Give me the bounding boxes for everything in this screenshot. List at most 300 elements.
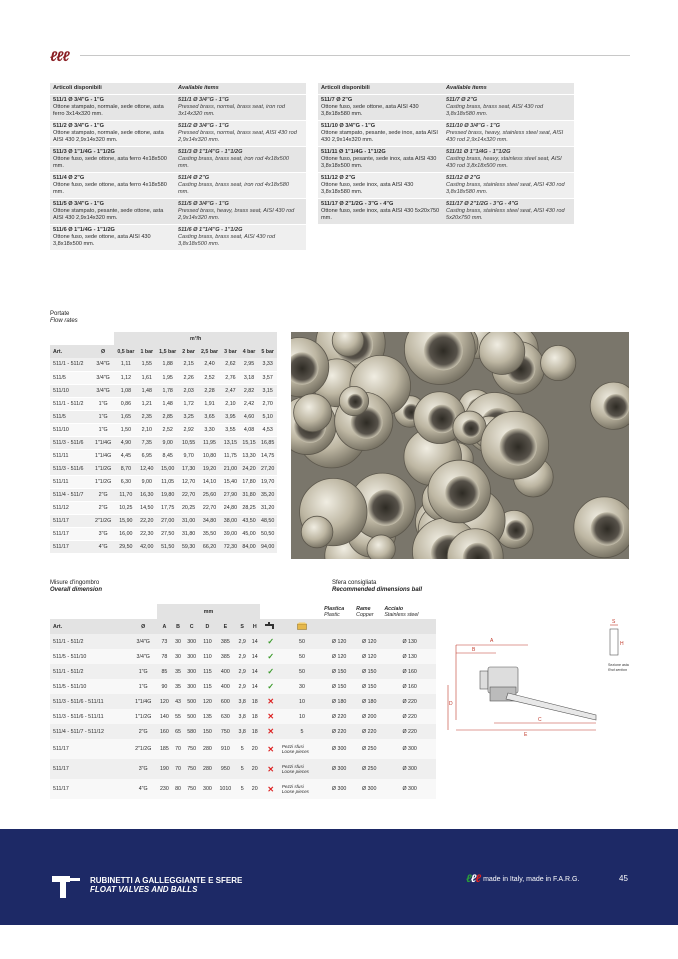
item-it: [321, 123, 446, 144]
table-cell: 2,10: [137, 423, 156, 436]
available-item: [318, 121, 574, 146]
dim-cell: 400: [215, 664, 235, 679]
mat-steel: Acciaio Stainless steel: [383, 604, 436, 619]
sphere-cell: Ø 200: [355, 709, 383, 724]
table-row: [50, 371, 277, 384]
item-code: 511/11 Ø 1"1/4G - 1"1/2G: [446, 149, 511, 155]
table-cell: 511/17: [50, 527, 92, 540]
item-desc: Casting brass, stainless steel seat, AISI 430 rod 5x20x750 mm.: [446, 208, 565, 221]
sphere-cell: Ø 130: [383, 649, 436, 664]
art-cell: 511/17: [50, 779, 130, 799]
table-cell: 1,91: [198, 397, 221, 410]
item-en: [446, 201, 571, 222]
table-cell: 19,20: [198, 462, 221, 475]
table-cell: 2,62: [221, 358, 240, 371]
available-header: [318, 83, 574, 94]
table-row: [50, 397, 277, 410]
table-cell: 6,95: [137, 449, 156, 462]
dim-cell: 280: [200, 759, 216, 779]
item-desc: Casting brass, brass seat, iron rod 4x18x500 mm.: [178, 156, 290, 169]
col-sphere-spacer: [383, 619, 436, 634]
table-cell: 19,70: [258, 475, 277, 488]
item-it: [53, 227, 178, 248]
loose-it: Pezzi sfusi: [281, 784, 304, 789]
table-cell: 3,33: [258, 358, 277, 371]
table-cell: 1,12: [114, 371, 137, 384]
col-pressure: 3 bar: [221, 345, 240, 358]
qty-cell: 5: [281, 724, 323, 739]
col-dim: S: [235, 619, 249, 634]
dims-spacer: [50, 604, 157, 619]
table-row: [50, 679, 436, 694]
table-cell: 20,25: [179, 501, 198, 514]
dim-cell: 750: [184, 759, 200, 779]
item-en: [446, 175, 571, 196]
table-cell: 17,30: [179, 462, 198, 475]
art-cell: 511/17: [50, 739, 130, 759]
dim-cell: 300: [184, 649, 200, 664]
table-cell: 3,18: [240, 371, 259, 384]
col-pressure: 5 bar: [258, 345, 277, 358]
sphere-cell: Ø 300: [383, 739, 436, 759]
item-en: [446, 149, 571, 170]
dim-cell: 950: [215, 759, 235, 779]
cross-mark: ✕: [267, 764, 275, 774]
table-row: [50, 514, 277, 527]
table-cell: 2,28: [198, 384, 221, 397]
item-code: 511/12 Ø 2"G: [321, 175, 356, 181]
check-mark: ✓: [267, 652, 275, 661]
dim-cell: 18: [249, 694, 260, 709]
header-en: Available items: [446, 85, 487, 91]
dim-cell: 385: [215, 634, 235, 649]
item-en: [178, 123, 303, 144]
sphere-cell: Ø 300: [323, 759, 355, 779]
table-cell: 4,45: [114, 449, 137, 462]
col-faucet: [260, 619, 280, 634]
item-code: 511/5 Ø 3/4"G - 1"G: [53, 201, 105, 207]
table-cell: 59,30: [179, 540, 198, 553]
brand-logo-small: ℓℓℓ: [466, 873, 481, 885]
table-cell: 1"1/4G: [92, 449, 114, 462]
item-code: 511/1 Ø 3/4"G - 1"G: [178, 97, 229, 103]
dim-cell: 20: [249, 779, 260, 799]
dim-cell: 190: [157, 759, 173, 779]
qty-cell: 50: [281, 634, 323, 649]
dims-spacer: [260, 604, 323, 619]
table-cell: 8,45: [156, 449, 179, 462]
table-cell: 2,52: [156, 423, 179, 436]
loose-en: Loose pieces: [281, 789, 309, 794]
qty-cell: 10: [281, 694, 323, 709]
table-cell: 3,57: [258, 371, 277, 384]
col-dia: Ø: [130, 619, 157, 634]
col-dim: H: [249, 619, 260, 634]
col-dim: C: [184, 619, 200, 634]
dim-cell: 5: [235, 759, 249, 779]
table-cell: 66,20: [198, 540, 221, 553]
flow-spacer: [50, 332, 114, 345]
table-cell: 4,08: [240, 423, 259, 436]
dim-cell: 600: [215, 694, 235, 709]
table-cell: 511/10: [50, 423, 92, 436]
item-code: 511/6 Ø 1"1/4G - 1"1/2G: [53, 227, 115, 233]
table-cell: 14,50: [137, 501, 156, 514]
item-code: 511/3 Ø 1"1/4G - 1"1/2G: [53, 149, 115, 155]
dim-cell: 78: [157, 649, 173, 664]
sphere-cell: Ø 150: [355, 664, 383, 679]
mat-plastic: Plastica Plastic: [323, 604, 355, 619]
qty-cell: 30: [281, 679, 323, 694]
item-en: [446, 97, 571, 118]
fitting-opening: [424, 332, 463, 370]
table-cell: 27,50: [156, 527, 179, 540]
table-cell: 10,55: [179, 436, 198, 449]
dim-cell: 14: [249, 679, 260, 694]
table-row: [50, 540, 277, 553]
table-cell: 1,55: [137, 358, 156, 371]
table-cell: 2,70: [258, 397, 277, 410]
item-desc: Ottone stampato, pesante, sede ottone, asta AISI 430 2,9x14x320 mm.: [53, 208, 164, 221]
table-cell: 4,53: [258, 423, 277, 436]
table-cell: 2,47: [221, 384, 240, 397]
dim-cell: 2,9: [235, 679, 249, 694]
art-cell: 511/17: [50, 759, 130, 779]
col-dim: E: [215, 619, 235, 634]
table-cell: 3,30: [198, 423, 221, 436]
table-cell: 1,72: [179, 397, 198, 410]
dia-cell: 3/4"G: [130, 649, 157, 664]
col-pressure: 4 bar: [240, 345, 259, 358]
table-cell: 38,00: [221, 514, 240, 527]
col-art: Art.: [50, 345, 92, 358]
dim-cell: 65: [172, 724, 183, 739]
fitting-opening: [347, 394, 363, 410]
header-it: Articoli disponibili: [321, 85, 370, 91]
table-cell: 16,30: [137, 488, 156, 501]
table-row: [50, 634, 436, 649]
table-row: [50, 488, 277, 501]
dim-cell: 3,8: [235, 709, 249, 724]
cross-icon: [260, 739, 280, 759]
item-code: 511/1 Ø 3/4"G - 1"G: [53, 97, 105, 103]
table-cell: 51,50: [156, 540, 179, 553]
dim-cell: 18: [249, 709, 260, 724]
table-cell: 16,00: [114, 527, 137, 540]
table-cell: 2,42: [240, 397, 259, 410]
dim-cell: 5: [235, 739, 249, 759]
sphere-cell: Ø 180: [323, 694, 355, 709]
table-cell: 22,30: [137, 527, 156, 540]
table-cell: 35,50: [198, 527, 221, 540]
table-cell: 2,26: [179, 371, 198, 384]
qty-cell: [281, 779, 323, 799]
table-cell: 1"1/4G: [92, 436, 114, 449]
dim-cell: 80: [172, 779, 183, 799]
item-desc: Casting brass, heavy, stainless steel seat, AISI 430 rod 3,8x18x500 mm.: [446, 156, 562, 169]
dim-cell: 3,8: [235, 724, 249, 739]
table-cell: 511/5: [50, 410, 92, 423]
table-cell: 2"1/2G: [92, 514, 114, 527]
qty-cell: [281, 739, 323, 759]
col-dia: Ø: [92, 345, 114, 358]
check-icon: [260, 664, 280, 679]
page-number: 45: [619, 874, 628, 883]
table-cell: 3,15: [258, 384, 277, 397]
table-cell: 3/4"G: [92, 358, 114, 371]
table-cell: 15,40: [221, 475, 240, 488]
dim-label-s: S: [612, 619, 616, 625]
faucet-icon: [265, 622, 277, 630]
table-row: [50, 436, 277, 449]
item-desc: Ottone fuso, sede inox, asta AISI 430 3,8x18x580 mm.: [321, 182, 414, 195]
sphere-title-it: Sfera consigliata: [332, 580, 377, 586]
table-cell: 2,85: [156, 410, 179, 423]
table-cell: 15,15: [240, 436, 259, 449]
dim-cell: 18: [249, 724, 260, 739]
available-items-left: [50, 83, 306, 251]
table-cell: 1"1/2G: [92, 475, 114, 488]
table-cell: 11,75: [221, 449, 240, 462]
cross-icon: [260, 724, 280, 739]
available-header: [50, 83, 306, 94]
table-cell: 9,00: [156, 436, 179, 449]
sphere-title-en: Recommended dimensions ball: [332, 587, 423, 593]
table-cell: 4,90: [114, 436, 137, 449]
sphere-cell: Ø 150: [355, 679, 383, 694]
sphere-cell: Ø 220: [323, 724, 355, 739]
sphere-cell: Ø 160: [383, 664, 436, 679]
table-cell: 1"G: [92, 410, 114, 423]
dim-cell: 73: [157, 634, 173, 649]
art-cell: 511/4 - 511/7 - 511/12: [50, 724, 130, 739]
rod-section: [610, 629, 618, 655]
dim-label-e: E: [524, 732, 528, 737]
table-cell: 22,70: [179, 488, 198, 501]
table-cell: 2,76: [221, 371, 240, 384]
dim-cell: 43: [172, 694, 183, 709]
item-it: [53, 97, 178, 118]
table-cell: 511/10: [50, 384, 92, 397]
check-icon: [260, 649, 280, 664]
cross-mark: ✕: [267, 744, 275, 754]
col-sphere-spacer: [323, 619, 355, 634]
cross-mark: ✕: [267, 784, 275, 794]
table-cell: 2,03: [179, 384, 198, 397]
dim-cell: 120: [200, 694, 216, 709]
product-photo: [291, 332, 629, 559]
available-item: [50, 147, 306, 172]
table-cell: 25,60: [198, 488, 221, 501]
col-dim: B: [172, 619, 183, 634]
table-cell: 27,00: [156, 514, 179, 527]
dim-cell: 120: [157, 694, 173, 709]
table-cell: 511/3 - 511/6: [50, 462, 92, 475]
fitting-shape: [301, 516, 333, 548]
dia-cell: 1"1/2G: [130, 709, 157, 724]
sphere-cell: Ø 220: [383, 694, 436, 709]
table-cell: 14,75: [258, 449, 277, 462]
dim-cell: 750: [215, 724, 235, 739]
cross-icon: [260, 759, 280, 779]
dim-cell: 140: [157, 709, 173, 724]
table-cell: 3,55: [221, 423, 240, 436]
item-code: 511/10 Ø 3/4"G - 1"G: [446, 123, 501, 129]
art-cell: 511/5 - 511/10: [50, 649, 130, 664]
sphere-cell: Ø 300: [383, 779, 436, 799]
dim-cell: 400: [215, 679, 235, 694]
table-cell: 3,95: [221, 410, 240, 423]
table-cell: 31,20: [258, 501, 277, 514]
dia-cell: 4"G: [130, 779, 157, 799]
dim-cell: 300: [184, 634, 200, 649]
item-code: 511/2 Ø 3/4"G - 1"G: [178, 123, 229, 129]
table-cell: 15,00: [156, 462, 179, 475]
item-code: 511/17 Ø 2"1/2G - 3"G - 4"G: [321, 201, 394, 207]
loose-it: Pezzi sfusi: [281, 764, 304, 769]
col-box: [281, 619, 323, 634]
dia-cell: 1"G: [130, 664, 157, 679]
table-cell: 6,30: [114, 475, 137, 488]
table-cell: 511/11: [50, 475, 92, 488]
table-cell: 3/4"G: [92, 384, 114, 397]
table-cell: 29,50: [114, 540, 137, 553]
table-cell: 511/4 - 511/7: [50, 488, 92, 501]
sphere-cell: Ø 150: [323, 664, 355, 679]
table-cell: 1,50: [114, 423, 137, 436]
item-desc: Ottone fuso, sede inox, asta AISI 430 5x20x750 mm.: [321, 208, 440, 221]
item-desc: Pressed brass, heavy, stainless steel seat, AISI 430 rod 2,9x14x320 mm.: [446, 130, 564, 143]
table-cell: 511/17: [50, 514, 92, 527]
table-cell: 10,80: [198, 449, 221, 462]
dim-cell: 750: [184, 779, 200, 799]
available-item: [50, 121, 306, 146]
item-code: 511/4 Ø 2"G: [53, 175, 85, 181]
item-code: 511/7 Ø 2"G: [321, 97, 353, 103]
flow-title: [50, 311, 78, 325]
table-row: [50, 779, 436, 799]
item-desc: Casting brass, brass seat, iron rod 4x18x580 mm.: [178, 182, 290, 195]
table-cell: 16,85: [258, 436, 277, 449]
table-row: [50, 527, 277, 540]
check-mark: ✓: [267, 682, 275, 691]
table-cell: 1,08: [114, 384, 137, 397]
dim-cell: 185: [157, 739, 173, 759]
cross-mark: ✕: [267, 712, 275, 721]
brass-fittings-photo: [291, 332, 629, 559]
sphere-cell: Ø 300: [383, 759, 436, 779]
item-it: [321, 149, 446, 170]
item-it: [321, 175, 446, 196]
dim-cell: 280: [200, 739, 216, 759]
dim-cell: 20: [249, 739, 260, 759]
table-row: [50, 694, 436, 709]
dim-cell: 3,8: [235, 694, 249, 709]
table-cell: 24,80: [221, 501, 240, 514]
item-code: 511/3 Ø 1"1/4"G - 1"1/2G: [178, 149, 243, 155]
dim-cell: 115: [200, 664, 216, 679]
sphere-cell: Ø 220: [355, 724, 383, 739]
item-desc: Pressed brass, normal, brass seat, AISI 430 rod 2,9x14x320 mm.: [178, 130, 297, 143]
item-desc: Pressed brass, normal, brass seat, iron rod 3x14x320 mm.: [178, 104, 285, 117]
fitting-opening: [462, 419, 480, 437]
table-cell: 2,10: [221, 397, 240, 410]
table-cell: 1,78: [156, 384, 179, 397]
item-desc: Casting brass, brass seat, AISI 430 rod 3,8x18x580 mm.: [446, 104, 544, 117]
table-cell: 43,50: [240, 514, 259, 527]
sphere-cell: Ø 250: [355, 759, 383, 779]
table-cell: 11,95: [198, 436, 221, 449]
item-code: 511/6 Ø 1"1/4"G - 1"1/2G: [178, 227, 243, 233]
item-en: [178, 97, 303, 118]
item-desc: Ottone fuso, sede ottone, asta ferro 4x18x500 mm.: [53, 156, 167, 169]
table-cell: 0,86: [114, 397, 137, 410]
table-cell: 2,82: [240, 384, 259, 397]
fitting-opening: [445, 476, 479, 510]
dim-cell: 85: [157, 664, 173, 679]
table-cell: 1,65: [114, 410, 137, 423]
sphere-cell: Ø 220: [383, 709, 436, 724]
item-code: 511/12 Ø 2"G: [446, 175, 481, 181]
technical-drawing: [446, 615, 630, 737]
check-mark: ✓: [267, 667, 275, 676]
dim-cell: 300: [184, 679, 200, 694]
qty-cell: 50: [281, 649, 323, 664]
item-en: [446, 123, 571, 144]
table-row: [50, 709, 436, 724]
sphere-cell: Ø 120: [355, 634, 383, 649]
table-cell: 1,95: [156, 371, 179, 384]
fitting-opening: [506, 520, 527, 541]
table-cell: 17,80: [240, 475, 259, 488]
col-pressure: 2,5 bar: [198, 345, 221, 358]
qty-cell: 50: [281, 664, 323, 679]
table-cell: 42,00: [137, 540, 156, 553]
available-item: [318, 95, 574, 120]
dim-cell: 110: [200, 649, 216, 664]
table-cell: 10,25: [114, 501, 137, 514]
flow-title-it: Portate: [50, 311, 70, 317]
available-item: [318, 199, 574, 224]
fitting-shape: [367, 535, 395, 559]
table-cell: 9,00: [137, 475, 156, 488]
table-row: [50, 358, 277, 371]
table-cell: 511/3 - 511/6: [50, 436, 92, 449]
cross-mark: ✕: [267, 697, 275, 706]
dim-cell: 910: [215, 739, 235, 759]
available-item: [50, 173, 306, 198]
table-cell: 3,65: [198, 410, 221, 423]
item-desc: Ottone fuso, sede ottone, asta ferro 4x18x580 mm.: [53, 182, 167, 195]
table-cell: 22,70: [198, 501, 221, 514]
dims-title: [50, 580, 102, 594]
col-pressure: 1 bar: [137, 345, 156, 358]
cross-mark: ✕: [267, 727, 275, 736]
item-desc: Pressed brass, heavy, brass seat, AISI 430 rod 2,9x14x320 mm.: [178, 208, 295, 221]
fitting-opening: [368, 490, 404, 526]
item-it: [53, 201, 178, 222]
sphere-cell: Ø 130: [383, 634, 436, 649]
footer-title-it: RUBINETTI A GALLEGGIANTE E SFERE: [90, 876, 243, 885]
table-cell: 1,11: [114, 358, 137, 371]
check-icon: [260, 634, 280, 649]
item-it: [53, 123, 178, 144]
dim-cell: 2,9: [235, 634, 249, 649]
dim-cell: 70: [172, 759, 183, 779]
table-cell: 48,50: [258, 514, 277, 527]
item-en: [178, 149, 303, 170]
footer-title-en: FLOAT VALVES AND BALLS: [90, 885, 198, 894]
